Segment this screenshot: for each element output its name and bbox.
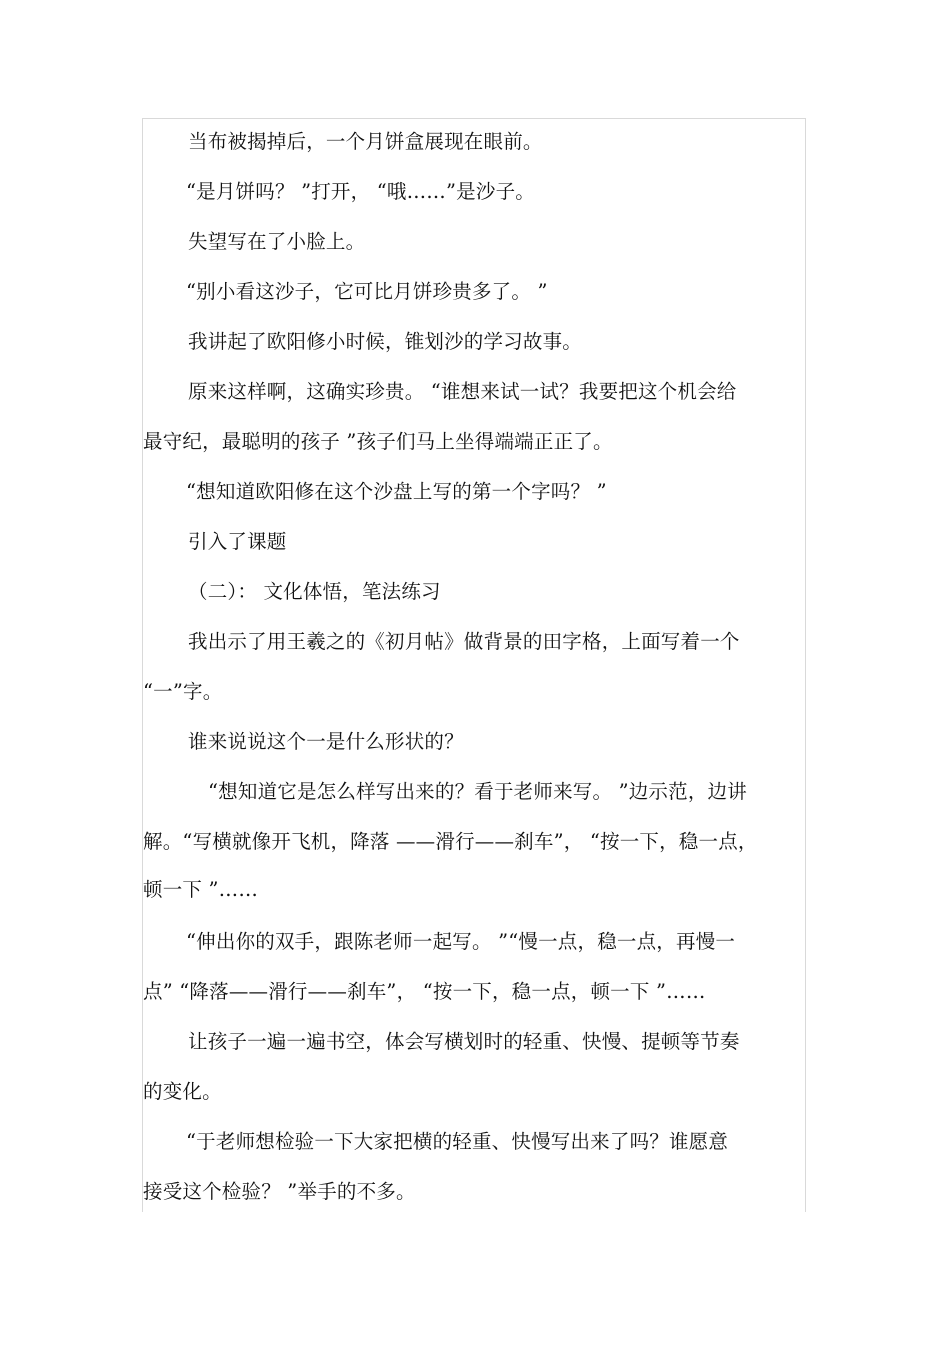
- text-line-15: 解。“写横就像开飞机，降落 ——滑行——刹车”， “按一下，稳一点，: [143, 830, 758, 853]
- text-line-16: 顿一下 ”……: [143, 878, 259, 901]
- text-line-17: “伸出你的双手，跟陈老师一起写。 ”“慢一点，稳一点，再慢一: [186, 930, 736, 953]
- text-line-1: 当布被揭掉后，一个月饼盒展现在眼前。: [188, 130, 543, 153]
- text-line-12: “一”字。: [143, 680, 223, 703]
- text-line-22: 接受这个检验？ ”举手的不多。: [143, 1180, 416, 1203]
- text-line-11: 我出示了用王羲之的《初月帖》做背景的田字格，上面写着一个: [188, 630, 740, 653]
- text-line-14: “想知道它是怎么样写出来的？看于老师来写。 ”边示范，边讲: [208, 780, 747, 803]
- text-line-6: 原来这样啊，这确实珍贵。 “谁想来试一试？我要把这个机会给: [188, 380, 737, 403]
- text-line-18: 点” “降落——滑行——刹车”， “按一下，稳一点，顿一下 ”……: [143, 980, 706, 1003]
- text-line-13: 谁来说说这个一是什么形状的？: [188, 730, 464, 753]
- text-line-3: 失望写在了小脸上。: [188, 230, 366, 253]
- text-line-19: 让孩子一遍一遍书空，体会写横划时的轻重、快慢、提顿等节奏: [188, 1030, 740, 1053]
- text-line-5: 我讲起了欧阳修小时候，锥划沙的学习故事。: [188, 330, 583, 353]
- text-line-21: “于老师想检验一下大家把横的轻重、快慢写出来了吗？谁愿意: [186, 1130, 729, 1153]
- text-line-20: 的变化。: [143, 1080, 222, 1103]
- text-line-4: “别小看这沙子，它可比月饼珍贵多了。 ”: [186, 280, 548, 303]
- text-line-2: “是月饼吗？ ”打开， “哦……”是沙子。: [186, 180, 535, 203]
- text-line-8: “想知道欧阳修在这个沙盘上写的第一个字吗？ ”: [186, 480, 607, 503]
- section-heading: （二）： 文化体悟，笔法练习: [188, 580, 441, 603]
- text-line-7: 最守纪，最聪明的孩子 ”孩子们马上坐得端端正正了。: [143, 430, 613, 453]
- text-line-9: 引入了课题: [188, 530, 287, 553]
